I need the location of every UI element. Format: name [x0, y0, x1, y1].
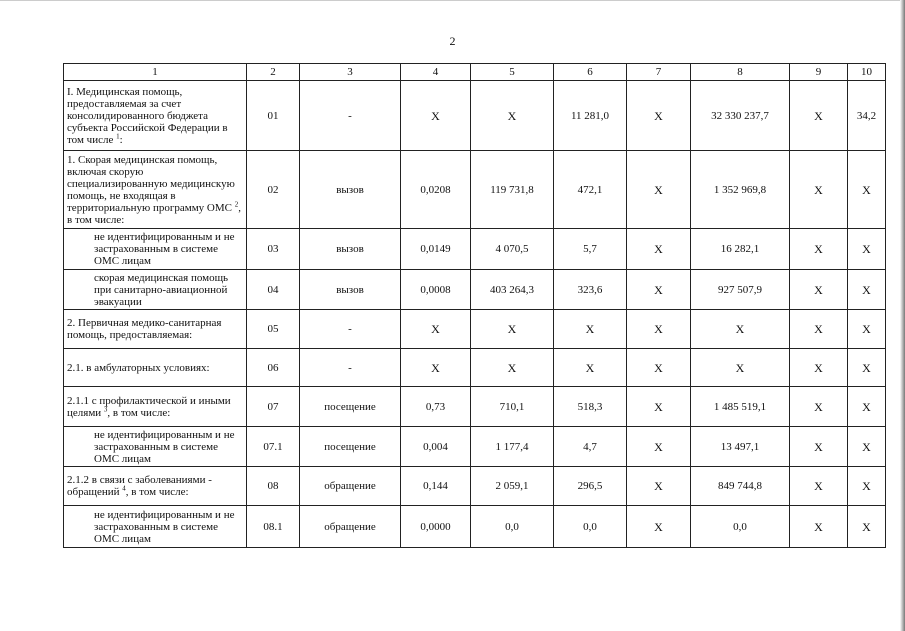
column-number: 10	[848, 64, 886, 81]
table-cell: вызов	[300, 270, 401, 310]
table-row	[64, 310, 886, 349]
row-name	[64, 270, 247, 310]
table-cell: X	[790, 467, 848, 506]
column-number: 5	[471, 64, 554, 81]
table-cell: X	[401, 81, 471, 151]
table-cell: X	[790, 229, 848, 270]
column-number: 8	[691, 64, 790, 81]
table-cell: X	[471, 349, 554, 387]
table-cell: 05	[247, 310, 300, 349]
table-cell: X	[627, 81, 691, 151]
table-row	[64, 467, 886, 506]
table-cell: 13 497,1	[691, 427, 790, 467]
table-cell: -	[300, 310, 401, 349]
row-name	[64, 310, 247, 349]
table-cell: X	[848, 270, 886, 310]
table-cell: 472,1	[554, 151, 627, 229]
table-cell: X	[627, 427, 691, 467]
row-name	[64, 506, 247, 548]
table-cell: 03	[247, 229, 300, 270]
table-cell: посещение	[300, 387, 401, 427]
table-cell: 403 264,3	[471, 270, 554, 310]
table-cell: 4 070,5	[471, 229, 554, 270]
table-cell: X	[790, 387, 848, 427]
row-name	[64, 229, 247, 270]
column-number: 7	[627, 64, 691, 81]
column-number: 2	[247, 64, 300, 81]
table-cell: X	[554, 349, 627, 387]
table-cell: 02	[247, 151, 300, 229]
table-cell: X	[627, 151, 691, 229]
row-name-tail: , в том числе:	[107, 406, 171, 419]
table-cell: X	[790, 349, 848, 387]
table-cell: 0,0000	[401, 506, 471, 548]
table-cell: 710,1	[471, 387, 554, 427]
column-number: 1	[64, 64, 247, 81]
table-cell: X	[790, 506, 848, 548]
table-cell: X	[848, 427, 886, 467]
table-cell: обращение	[300, 467, 401, 506]
table-cell: X	[848, 506, 886, 548]
column-number-row	[64, 64, 886, 81]
column-number: 3	[300, 64, 401, 81]
row-name-text: 2.1.1 с профилактической и иными целями	[67, 394, 231, 419]
row-name-text: 1. Скорая медицинская помощь, включая скорую специализированную медицинскую помощь, не входящая в территориальную программу ОМС	[67, 153, 235, 214]
row-name-tail: , в том числе:	[125, 486, 189, 498]
table-row	[64, 427, 886, 467]
table-cell: X	[790, 427, 848, 467]
table-cell: 04	[247, 270, 300, 310]
row-name-text: не идентифицированным и не застрахованным в системе ОМС лицам	[94, 428, 235, 465]
row-name-text: I. Медицинская помощь, предоставляемая за счет консолидированного бюджета субъекта Российской Федерации в том числе	[67, 85, 228, 146]
row-name-text: не идентифицированным и не застрахованным в системе ОМС лицам	[94, 508, 235, 545]
table-cell: 0,73	[401, 387, 471, 427]
table-cell: 5,7	[554, 229, 627, 270]
table-cell: -	[300, 349, 401, 387]
table-cell: X	[627, 387, 691, 427]
table-cell: X	[401, 310, 471, 349]
table-cell: X	[848, 349, 886, 387]
footnote-marker: 1	[116, 131, 120, 140]
row-name	[64, 467, 247, 506]
table-cell: X	[790, 310, 848, 349]
table-cell: 34,2	[848, 81, 886, 151]
row-name	[64, 349, 247, 387]
table-cell: X	[790, 270, 848, 310]
table-cell: 2 059,1	[471, 467, 554, 506]
table-cell: 0,0	[691, 506, 790, 548]
table-cell: 119 731,8	[471, 151, 554, 229]
row-name	[64, 427, 247, 467]
table-cell: 08	[247, 467, 300, 506]
table-cell: 849 744,8	[691, 467, 790, 506]
table-cell: обращение	[300, 506, 401, 548]
table-cell: X	[627, 349, 691, 387]
table-cell: X	[790, 151, 848, 229]
row-name	[64, 151, 247, 229]
table-cell: 0,0	[471, 506, 554, 548]
column-number: 9	[790, 64, 848, 81]
table-cell: X	[627, 467, 691, 506]
table-cell: вызов	[300, 229, 401, 270]
table-row	[64, 349, 886, 387]
table-cell: 323,6	[554, 270, 627, 310]
table-cell: X	[401, 349, 471, 387]
table-cell: 0,004	[401, 427, 471, 467]
table-row	[64, 270, 886, 310]
table-cell: X	[691, 349, 790, 387]
column-number: 6	[554, 64, 627, 81]
table-cell: X	[471, 310, 554, 349]
scan-right-edge	[900, 0, 905, 631]
table-cell: 296,5	[554, 467, 627, 506]
table-row	[64, 387, 886, 427]
table-cell: 08.1	[247, 506, 300, 548]
table-row	[64, 151, 886, 229]
table-cell: -	[300, 81, 401, 151]
table-cell: X	[848, 387, 886, 427]
table-row	[64, 81, 886, 151]
table-cell: 0,0	[554, 506, 627, 548]
table-cell: 0,0149	[401, 229, 471, 270]
row-name-tail: :	[119, 133, 123, 146]
table-cell: 16 282,1	[691, 229, 790, 270]
column-number: 4	[401, 64, 471, 81]
table-cell: 0,144	[401, 467, 471, 506]
table-cell: 0,0008	[401, 270, 471, 310]
table-cell: 11 281,0	[554, 81, 627, 151]
table-cell: 06	[247, 349, 300, 387]
row-name-text: скорая медицинская помощь при санитарно-авиационной эвакуации	[94, 271, 229, 308]
scan-top-edge	[0, 0, 905, 1]
table-cell: 518,3	[554, 387, 627, 427]
table-cell: X	[848, 229, 886, 270]
footnote-marker: 3	[103, 404, 108, 413]
table-row	[64, 229, 886, 270]
table-cell: вызов	[300, 151, 401, 229]
table-cell: X	[691, 310, 790, 349]
table-cell: 0,0208	[401, 151, 471, 229]
footnote-marker: 4	[122, 484, 126, 493]
table-cell: 07	[247, 387, 300, 427]
table-cell: 1 177,4	[471, 427, 554, 467]
row-name-text: 2.1.2 в связи с заболеваниями - обращений	[67, 474, 212, 498]
table-row	[64, 506, 886, 548]
row-name-text: 2. Первичная медико-санитарная помощь, предоставляемая:	[67, 317, 222, 341]
table-cell: 32 330 237,7	[691, 81, 790, 151]
table-cell: X	[627, 506, 691, 548]
table-cell: X	[848, 151, 886, 229]
table-cell: X	[790, 81, 848, 151]
table-cell: X	[627, 270, 691, 310]
footnote-marker: 2	[234, 199, 239, 208]
table-cell: X	[848, 310, 886, 349]
table-cell: 4,7	[554, 427, 627, 467]
table-cell: X	[554, 310, 627, 349]
table-cell: X	[848, 467, 886, 506]
table-cell: 1 485 519,1	[691, 387, 790, 427]
table-cell: X	[627, 310, 691, 349]
table-cell: посещение	[300, 427, 401, 467]
table-cell: 1 352 969,8	[691, 151, 790, 229]
table-cell: X	[627, 229, 691, 270]
table-cell: X	[471, 81, 554, 151]
row-name-tail: , в том числе:	[67, 201, 241, 226]
row-name-text: 2.1. в амбулаторных условиях:	[67, 361, 210, 374]
row-name	[64, 81, 247, 151]
row-name-text: не идентифицированным и не застрахованным в системе ОМС лицам	[94, 231, 235, 267]
financing-table	[63, 63, 886, 548]
table-cell: 01	[247, 81, 300, 151]
row-name	[64, 387, 247, 427]
table-cell: 07.1	[247, 427, 300, 467]
table-cell: 927 507,9	[691, 270, 790, 310]
page-number: 2	[449, 34, 456, 48]
